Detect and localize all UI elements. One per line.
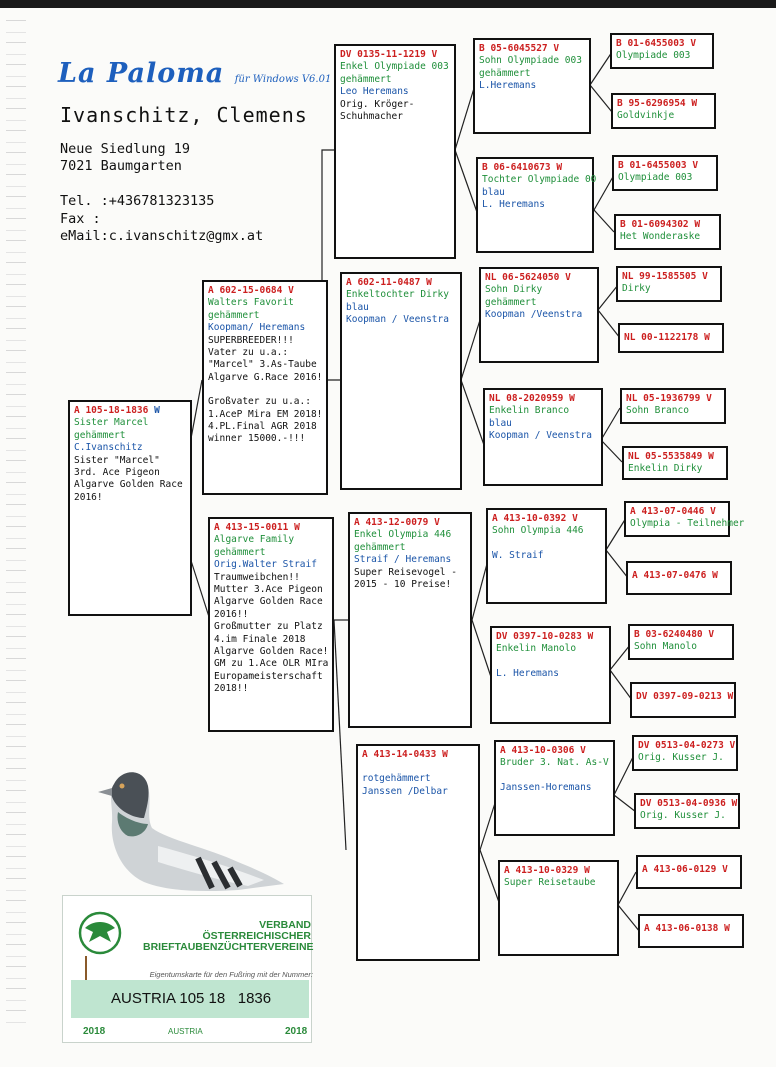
brand-edition: für Windows V6.01 [234, 74, 332, 85]
ancestor-ring: DV 0397-10-0283 W [496, 631, 594, 642]
subject-name: Sister Marcel [74, 417, 149, 429]
ancestor-name: Dirky [622, 283, 651, 295]
pedigree-card-great-grandparent[interactable] [473, 38, 591, 134]
pedigree-card-grandparent[interactable] [348, 512, 472, 728]
pigeon-illustration [88, 762, 288, 898]
ancestor-ring: A 413-12-0079 V [354, 517, 440, 528]
ancestor-ring: B 06-6410673 W [482, 162, 563, 173]
owner-tel: Tel. :+436781323135 [60, 193, 215, 209]
ancestor-color: gehämmert [485, 296, 537, 308]
sire-note: 4.PL.Final AGR 2018 [208, 421, 317, 433]
ring-ownership-card [62, 895, 312, 1043]
subject-note: 2016! [74, 491, 103, 503]
ancestor-name: Sohn Olympia 446 [492, 525, 584, 537]
dam-note: 2016!! [214, 608, 249, 620]
ancestor-ring: A 413-14-0433 W [362, 749, 448, 760]
ancestor-ring: NL 06-5624050 V [485, 272, 571, 283]
ancestor-color: gehämmert [479, 67, 531, 79]
ancestor-name: Sohn Manolo [634, 641, 697, 653]
ancestor-name: Enkeltochter Dirky [346, 289, 449, 301]
ancestor-breeder: Straif / Heremans [354, 554, 452, 566]
ancestor-ring: A 413-10-0329 W [504, 865, 590, 876]
ancestor-color: gehämmert [340, 73, 392, 85]
ring-number-band [71, 980, 309, 1018]
ancestor-ring: DV 0513-04-0273 V [638, 740, 736, 751]
ancestor-breeder: Leo Heremans [340, 86, 409, 98]
pedigree-card-great-grandparent[interactable] [479, 267, 599, 363]
pedigree-card-dam[interactable] [208, 517, 334, 732]
ancestor-breeder: L. Heremans [482, 199, 545, 211]
ancestor-name: Sohn Branco [626, 405, 689, 417]
pedigree-card-g4[interactable] [610, 33, 714, 69]
brand-name: La Paloma [58, 58, 225, 89]
pedigree-card-g4[interactable] [618, 323, 724, 353]
pedigree-card-grandparent[interactable] [334, 44, 456, 259]
ancestor-breeder: Janssen /Delbar [362, 785, 448, 797]
sire-note [208, 384, 322, 396]
ancestor-ring: NL 05-1936799 V [626, 393, 712, 404]
ring-card-hint: Eigentumskarte für den Fußring mit der Nummer: [149, 970, 313, 979]
dam-ring: A 413-15-0011 W [214, 522, 300, 533]
ancestor-ring: B 95-6296954 W [617, 98, 698, 109]
ancestor-name: Enkelin Branco [489, 405, 570, 417]
ancestor-name: Sohn Dirky [485, 284, 543, 296]
ancestor-ring: DV 0135-11-1219 V [340, 49, 438, 60]
sire-name: Walters Favorit [208, 297, 294, 309]
pedigree-card-grandparent[interactable] [356, 744, 480, 961]
ancestor-name: Goldvinkje [617, 110, 675, 122]
ring-number [111, 990, 271, 1007]
pedigree-card-grandparent[interactable] [340, 272, 462, 490]
sire-note: 1.AceP Mira EM 2018! [208, 408, 323, 420]
pedigree-card-great-grandparent[interactable] [476, 157, 597, 253]
pedigree-card-g4[interactable] [616, 266, 722, 302]
sire-note: SUPERBREEDER!!! [208, 334, 294, 346]
ancestor-breeder: Janssen-Horemans [500, 781, 592, 793]
ancestor-name: Orig. Kusser J. [640, 810, 726, 822]
ancestor-breeder: Koopman / Veenstra [346, 314, 449, 326]
ancestor-name: Orig. Kusser J. [638, 752, 724, 764]
ring-year-right: 2018 [285, 1026, 308, 1037]
dam-breeder: Orig.Walter Straif [214, 559, 317, 571]
ancestor-color: blau [482, 186, 505, 198]
subject-note: Sister "Marcel" [74, 454, 160, 466]
pedigree-card-g4[interactable] [620, 388, 726, 424]
ancestor-color: blau [489, 417, 512, 429]
dam-note: Mutter 3.Ace Pigeon [214, 584, 323, 596]
ancestor-ring: B 03-6240480 V [634, 629, 715, 640]
ancestor-note: 2015 - 10 Preise! [354, 579, 452, 591]
dam-name: Algarve Family [214, 534, 295, 546]
ancestor-color: gehämmert [354, 541, 406, 553]
ancestor-color: rotgehämmert [362, 773, 431, 785]
ancestor-ring: A 413-10-0392 V [492, 513, 578, 524]
owner-fax: Fax : [60, 211, 101, 227]
federation-name [143, 919, 314, 953]
sire-note: Algarve G.Race 2016! [208, 371, 323, 383]
dam-note: Großmutter zu Platz [214, 621, 323, 633]
dam-note: GM zu 1.Ace OLR MIra [214, 658, 329, 670]
ancestor-ring: B 01-6094302 W [620, 219, 701, 230]
ancestor-ring: NL 05-5535849 W [628, 451, 714, 462]
ancestor-name: Sohn Olympiade 003 [479, 55, 582, 67]
ring-country-code: AUSTRIA 105 18 [111, 990, 226, 1007]
pedigree-card-great-grandparent[interactable] [483, 388, 603, 486]
ancestor-breeder: L.Heremans [479, 80, 537, 92]
ancestor-note: Orig. Kröger- [340, 98, 415, 110]
ancestor-ring: A 413-06-0138 W [644, 923, 730, 934]
ancestor-breeder: Koopman / Veenstra [489, 430, 592, 442]
sire-ring: A 602-15-0684 V [208, 285, 294, 296]
subject-ring: A 105-18-1836 [74, 405, 149, 416]
pedigree-card-great-grandparent[interactable] [498, 860, 619, 956]
sire-note: Großvater zu u.a.: [208, 396, 311, 408]
pedigree-card-great-grandparent[interactable] [490, 626, 611, 724]
ancestor-ring: NL 99-1585505 V [622, 271, 708, 282]
ancestor-breeder: W. Straif [492, 549, 544, 561]
dam-note: 2018!! [214, 683, 249, 695]
dam-color: gehämmert [214, 546, 266, 558]
federation-name-line: ÖSTERREICHISCHER [202, 930, 311, 942]
ancestor-ring: DV 0513-04-0936 W [640, 798, 738, 809]
sire-note: winner 15000.-!!! [208, 433, 306, 445]
ancestor-name: Olympiade 003 [616, 50, 691, 62]
dam-note: Traumweibchen!! [214, 571, 300, 583]
ancestor-name: Enkelin Manolo [496, 643, 577, 655]
pedigree-card-g4[interactable] [614, 214, 721, 250]
pedigree-card-sire[interactable] [202, 280, 328, 495]
pedigree-card-g4[interactable] [626, 561, 732, 595]
pedigree-card-g4[interactable] [624, 501, 745, 537]
ancestor-name: Het Wonderaske [620, 231, 701, 243]
dam-note: 4.im Finale 2018 [214, 633, 306, 645]
subject-note: Algarve Golden Race [74, 479, 183, 491]
dam-note: Algarve Golden Race [214, 596, 323, 608]
pedigree-card-g4[interactable] [638, 914, 744, 948]
ancestor-ring: NL 00-1122178 W [624, 332, 710, 343]
ancestor-name: Bruder 3. Nat. As-V [500, 757, 609, 769]
ancestor-name: Olympiade 003 [618, 172, 693, 184]
subject-sex: W [154, 405, 160, 416]
owner-city: 7021 Baumgarten [60, 158, 182, 174]
federation-emblem-icon [77, 908, 123, 958]
dam-note: Europameisterschaft [214, 670, 323, 682]
ancestor-ring: B 05-6045527 V [479, 43, 560, 54]
ancestor-name: Enkel Olympia 446 [354, 529, 452, 541]
pedigree-card-g4[interactable] [630, 682, 736, 718]
sire-note: "Marcel" 3.As-Taube [208, 359, 317, 371]
pedigree-card-great-grandparent[interactable] [494, 740, 615, 836]
ancestor-ring: A 413-10-0306 V [500, 745, 586, 756]
ancestor-note: Super Reisevogel - [354, 566, 457, 578]
sire-note: Vater zu u.a.: [208, 347, 289, 359]
sire-breeder: Koopman/ Heremans [208, 322, 306, 334]
pedigree-card-g4[interactable] [632, 735, 738, 771]
subject-breeder: C.Ivanschitz [74, 442, 143, 454]
ancestor-ring: A 602-11-0487 W [346, 277, 432, 288]
ancestor-ring: NL 08-2020959 W [489, 393, 575, 404]
ancestor-ring: A 413-07-0446 V [630, 506, 716, 517]
ancestor-color: blau [346, 301, 369, 313]
ancestor-name: Tochter Olympiade 00 [482, 174, 597, 186]
federation-name-line: BRIEFTAUBENZÜCHTERVEREINE [143, 941, 314, 953]
ring-serial: 1836 [237, 990, 272, 1007]
ancestor-ring: B 01-6455003 V [616, 38, 697, 49]
pedigree-card-g4[interactable] [622, 446, 728, 480]
ancestor-ring: B 01-6455003 V [618, 160, 699, 171]
ancestor-breeder: Koopman /Veenstra [485, 309, 583, 321]
ancestor-ring: A 413-07-0476 W [632, 570, 718, 581]
owner-name: Ivanschitz, Clemens [60, 103, 308, 127]
ancestor-name: Super Reisetaube [504, 877, 596, 889]
ring-country: AUSTRIA [168, 1027, 203, 1036]
ancestor-name: Enkelin Dirky [628, 463, 703, 475]
dam-note: Algarve Golden Race! [214, 646, 329, 658]
ancestor-breeder: L. Heremans [496, 667, 559, 679]
pedigree-card-g4[interactable] [636, 855, 742, 889]
ancestor-ring: DV 0397-09-0213 W [636, 691, 734, 702]
ancestor-name: Olympia - Teilnehmer [630, 518, 745, 530]
owner-email: eMail:c.ivanschitz@gmx.at [60, 228, 264, 244]
pedigree-card-g4[interactable] [611, 93, 716, 129]
ancestor-note: Schuhmacher [340, 111, 403, 123]
pedigree-card-great-grandparent[interactable] [486, 508, 607, 604]
pedigree-card-g4[interactable] [628, 624, 734, 660]
ancestor-name: Enkel Olympiade 003 [340, 61, 449, 73]
pedigree-card-g4[interactable] [612, 155, 718, 191]
subject-note: 3rd. Ace Pigeon [74, 467, 160, 479]
pedigree-card-subject[interactable] [68, 400, 192, 616]
pedigree-card-g4[interactable] [634, 793, 740, 829]
ancestor-ring: A 413-06-0129 V [642, 864, 728, 875]
subject-color: gehämmert [74, 429, 126, 441]
sire-color: gehämmert [208, 309, 260, 321]
federation-name-line: VERBAND [259, 919, 311, 931]
owner-street: Neue Siedlung 19 [60, 141, 191, 157]
ring-year-left: 2018 [83, 1026, 106, 1037]
